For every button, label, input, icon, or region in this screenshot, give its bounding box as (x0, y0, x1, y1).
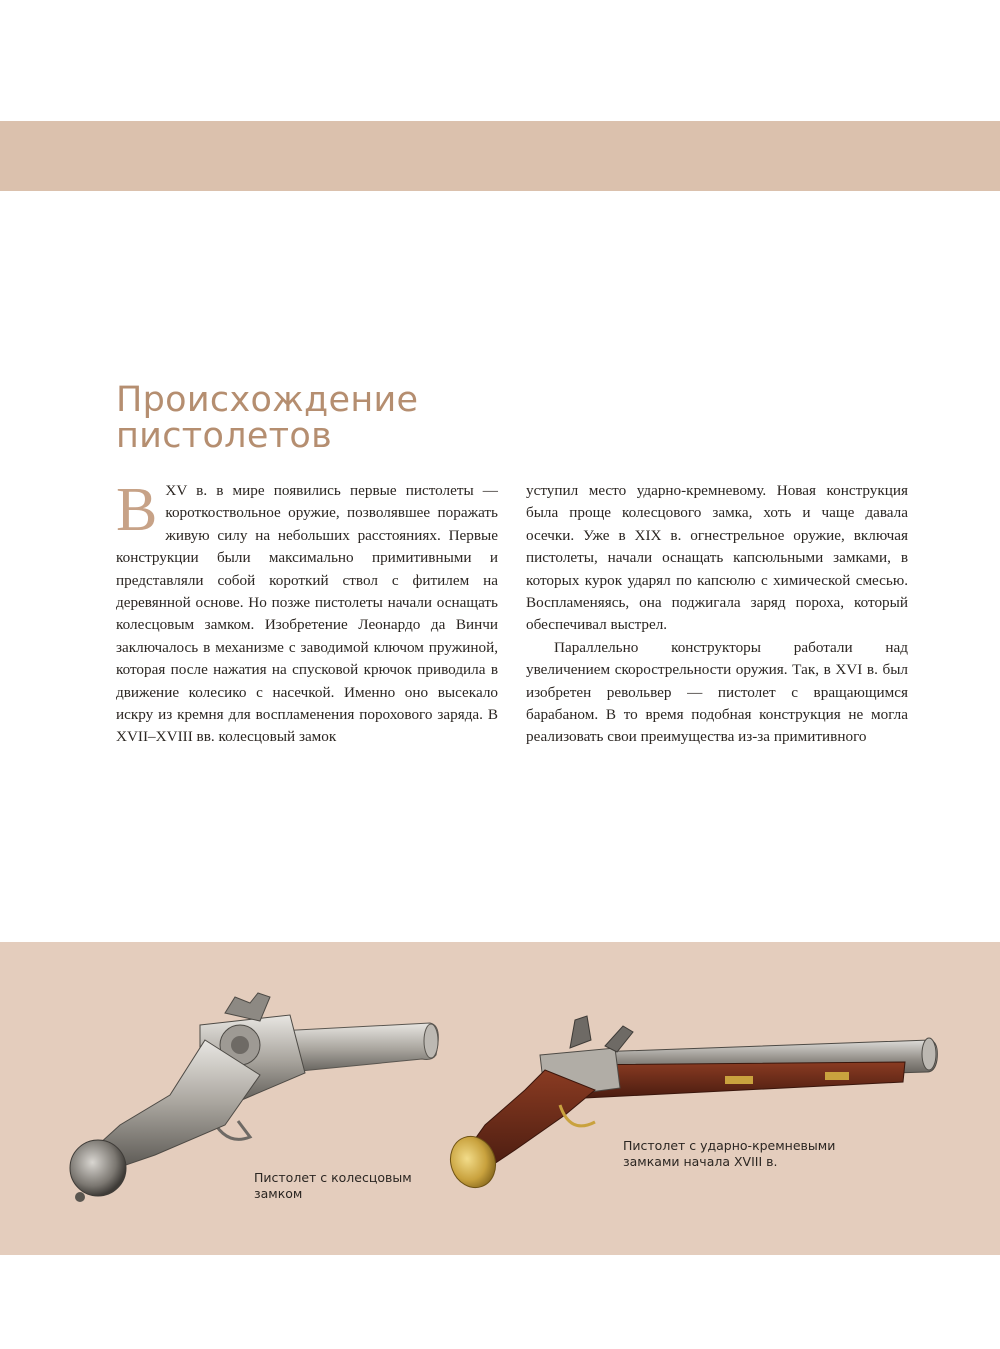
title-line-1: Происхождение (116, 380, 419, 420)
paragraph-2: Параллельно конструкторы работали над увеличением скорострельности оружия. Так, в XVI в. был изобретен револьвер — пистолет с вращающимся барабаном. В то время подобная конструкция не могла реализовать свои преимущества из-за примитивного (526, 638, 908, 746)
text-column-right (526, 480, 908, 749)
paragraph-1-text: XV в. в мире появились первые пистолеты — короткоствольное оружие, позволявшее поражать живую силу на небольших расстояниях. Первые конструкции были максимально примитивными и представляли собой короткий ствол с фитилем на деревянной основе. Но позже пистолеты начали оснащать колесцовым замком. Изобретение Леонардо да Винчи заключалось в механизме с заводимой ключом пружиной, которая после нажатия на спусковой крючок приводила в движение колесико с насечкой. Именно оно высекало искру из кремня для воспламенения порохового заряда. В XVII–XVIII вв. колесцовый замок (116, 482, 498, 746)
flintlock-caption-line-2: замками начала XVIII в. (623, 1154, 778, 1169)
page-title (116, 382, 536, 454)
wheellock-caption (254, 1170, 412, 1202)
text-column-left (116, 476, 498, 749)
flintlock-caption (623, 1138, 835, 1170)
paragraph-1-continued: уступил место ударно-кремневому. Новая конструкция была проще колесцового замка, хоть и чаще давала осечки. Уже в XIX в. огнестрельное оружие, включая пистолеты, начали оснащать капсюльными замками, в которых курок ударял по капсюлю с химической смесью. Воспламеняясь, она поджигала заряд пороха, который обеспечивал выстрел. (526, 482, 908, 634)
drop-cap: В (116, 476, 158, 544)
wheellock-caption-line-1: Пистолет с колесцовым (254, 1170, 412, 1185)
title-line-2: пистолетов (116, 416, 333, 456)
flintlock-caption-line-1: Пистолет с ударно-кремневыми (623, 1138, 836, 1153)
wheellock-caption-line-2: замком (254, 1186, 303, 1201)
header-band (0, 121, 1000, 191)
paragraph-1 (116, 476, 498, 749)
